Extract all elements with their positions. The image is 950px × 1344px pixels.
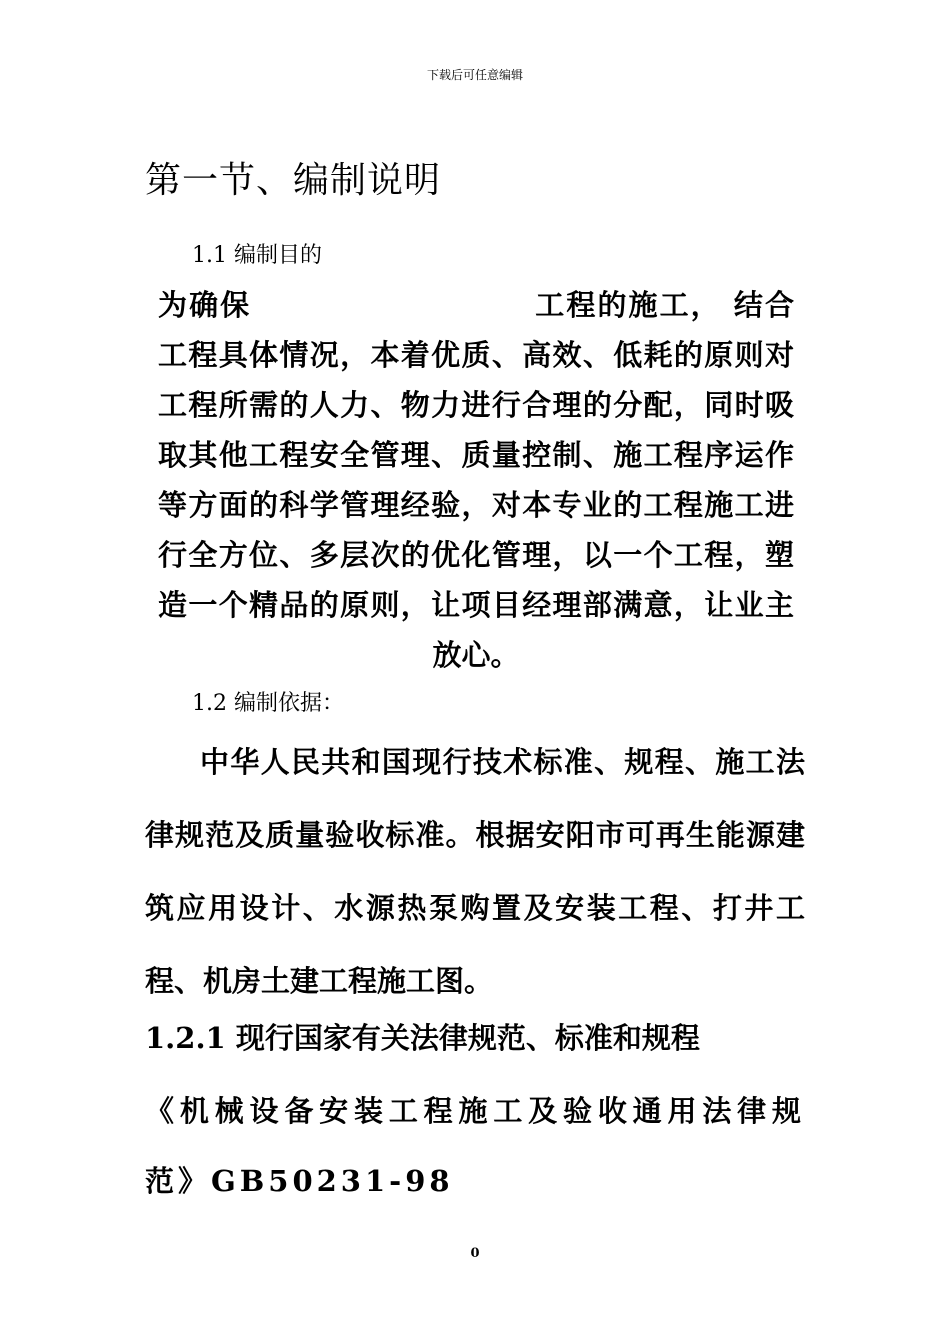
page-header: 下载后可任意编辑 — [426, 68, 523, 82]
paragraph-purpose — [158, 280, 794, 680]
section-title: 第一节、编制说明 — [145, 160, 442, 201]
paragraph-standard: 《机械设备安装工程施工及验收通用法律规范》GB50231-98 — [145, 1094, 805, 1198]
subsection-title-1-2: 1.2 编制依据： — [192, 691, 344, 716]
subsection-title-1-2-1: 1.2.1 现行国家有关法律规范、标准和规程 — [145, 1021, 700, 1055]
paragraph-basis: 中华人民共和国现行技术标准、规程、施工法律规范及质量验收标准。根据安阳市可再生能源建筑应用设计、水源热泵购置及安装工程、打井工程、机房土建工程施工图。 — [145, 745, 805, 998]
paragraph-purpose-lead: 为确保 — [158, 288, 252, 322]
page-number: 0 — [470, 1246, 480, 1261]
subsection-title-1-1: 1.1 编制目的 — [192, 243, 322, 268]
paragraph-purpose-body: 工程的施工， 结合工程具体情况，本着优质、高效、低耗的原则对工程所需的人力、物力进行合理的分配，同时吸取其他工程安全管理、质量控制、施工程序运作等方面的科学管理经验，对本专业的工程施工进行全方位、多层次的优化管理，以一个工程，塑造一个精品的原则，让项目经理部满意，让业主放心。 — [158, 288, 794, 672]
